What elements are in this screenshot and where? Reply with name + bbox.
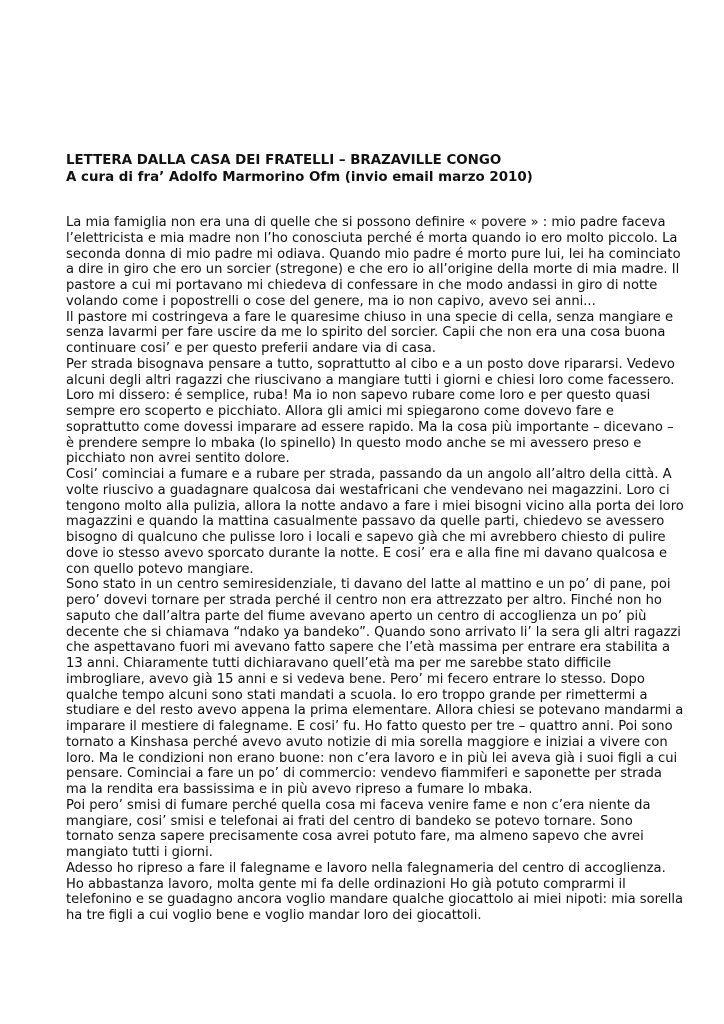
body-line: pero’ dovevi tornare per strada perché il centro non era attrezzato per altro. Finché non ho (66, 593, 662, 608)
body-line: La mia famiglia non era una di quelle che si possono definire « povere » : mio padre faceva (66, 215, 666, 230)
body-line: Cosi’ cominciai a fumare e a rubare per strada, passando da un angolo all’altro della città. A (66, 467, 672, 482)
body-line: magazzini e quando la mattina casualmente passavo da quelle parti, chiedevo se avessero (66, 514, 665, 530)
body-line: ha tre figli a cui voglio bene e voglio mandar loro dei giocattoli. (66, 908, 482, 923)
body-line: a dire in giro che ero un sorcier (stregone) e che ero io all’origine della morte di mia madre. Il (66, 262, 680, 278)
body-line: studiare e del resto avevo appena la prima elementare. Allora chiesi se potevano mandarmi a (66, 703, 684, 719)
body-line: alcuni degli altri ragazzi che riuscivano a mangiare tutti i giorni e chiesi loro come facessero. (66, 372, 675, 388)
body-line: soprattutto come dovessi imparare ad essere rapido. Ma la cosa più importante – dicevano – (66, 419, 674, 435)
body-line: picchiato non avrei sentito dolore. (66, 451, 290, 467)
body-line: qualche tempo alcuni sono stati mandati a scuola. Io ero troppo grande per rimettermi a (66, 687, 648, 703)
body-line: continuare cosi’ e per questo preferii andare via di casa. (66, 341, 436, 356)
body-line: tengono molto alla pulizia, allora la notte andavo a fare i miei bisogni vicino alla porta dei loro (66, 498, 684, 514)
body-line: volando come i popostrelli o cose del genere, ma io non capivo, avevo sei anni... (66, 293, 596, 309)
title-line-2: A cura di fra’ Adolfo Marmorino Ofm (invio email marzo 2010) (66, 170, 533, 185)
body-line: tornato senza sapere precisamente cosa avrei potuto fare, ma almeno sapevo che avrei (66, 829, 644, 845)
body-line: senza lavarmi per fare uscire da me lo spirito del sorcier. Capii che non era una cosa buona (66, 325, 666, 341)
body-line: l’elettricista e mia madre non l’ho conosciuta perché é morta quando io ero molto piccolo. La (66, 230, 678, 246)
body-line: Ho abbastanza lavoro, molta gente mi fa delle ordinazioni Ho già potuto comprarmi il (66, 876, 626, 892)
body-line: con quello potevo mangiare. (66, 561, 254, 577)
body-line: volte riuscivo a guadagnare qualcosa dai westafricani che vendevano nei magazzini. Loro ci (66, 482, 670, 498)
body-line: imbrogliare, avevo già 15 anni e si vedeva bene. Pero’ mi fecero entrare lo stesso. Dopo (66, 671, 645, 687)
body-line: decente che si chiamava “ndako ya bandeko”. Quando sono arrivato li’ la sera gli altri ragazzi (66, 624, 681, 640)
body-line: pastore a cui mi portavano mi chiedeva di confessare in che modo andassi in giro di notte (66, 278, 658, 293)
body-line: mangiato tutti i giorni. (66, 845, 213, 860)
body-line: bisogno di qualcuno che pulisse loro i locali e sapevo già che mi avrebbero chiesto di pulire (66, 530, 666, 545)
body-line: saputo che dall’altra parte del fiume avevano aperto un centro di accoglienza un po’ più (66, 608, 647, 624)
letter-body (66, 215, 684, 924)
body-line: è prendere sempre lo mbaka (lo spinello) In questo modo anche se mi avessero preso e (66, 435, 642, 451)
body-line: che aspettavano fuori mi avevano fatto sapere che l’età massima per entrare era stabilita a (66, 640, 670, 656)
body-line: Loro mi dissero: é semplice, ruba! Ma io non sapevo rubare come loro e per questo quasi (66, 388, 651, 404)
body-line: mangiare, cosi’ smisi e telefonai ai frati del centro di bandeko se potevo tornare. Sono (66, 813, 633, 829)
body-line: imparare il mestiere di falegname. E cosi’ fu. Ho fatto questo per tre – quattro anni. Poi sono (66, 719, 673, 734)
body-line: sempre ero scoperto e picchiato. Allora gli amici mi spiegarono come dovevo fare e (66, 404, 614, 419)
body-line: Adesso ho ripreso a fare il falegname e lavoro nella falegnameria del centro di accoglienza. (66, 860, 666, 876)
body-line: Il pastore mi costringeva a fare le quaresime chiuso in una specie di cella, senza mangiare e (66, 309, 674, 325)
body-line: ma la rendita era bassissima e in più avevo ripreso a fumare lo mbaka. (66, 782, 533, 797)
document-title (66, 152, 666, 186)
body-line: seconda donna di mio padre mi odiava. Quando mio padre é morto pure lui, lei ha cominciato (66, 246, 681, 262)
body-line: dove io stesso avevo sporcato durante la notte. E cosi’ era e alla fine mi davano qualcosa e (66, 545, 668, 561)
body-line: tornato a Kinshasa perché avevo avuto notizie di mia sorella maggiore e iniziai a vivere con (66, 734, 668, 750)
body-line: Poi pero’ smisi di fumare perché quella cosa mi faceva venire fame e non c’era niente da (66, 797, 651, 813)
body-line: loro. Ma le condizioni non erano buone: non c’era lavoro e in più lei aveva già i suoi figli a cui (66, 750, 678, 766)
body-line: telefonino e se guadagno ancora voglio mandare qualche giocattolo ai miei nipoti: mia sorella (66, 892, 684, 908)
body-line: Sono stato in un centro semiresidenziale, ti davano del latte al mattino e un po’ di pane, poi (66, 577, 671, 593)
body-line: Per strada bisognava pensare a tutto, soprattutto al cibo e a un posto dove ripararsi. Vedevo (66, 356, 675, 372)
document-page (66, 152, 684, 924)
body-line: pensare. Cominciai a fare un po’ di commercio: vendevo fiammiferi e saponette per strada (66, 766, 662, 782)
body-line: 13 anni. Chiaramente tutti dichiaravano quell’età ma per me sarebbe stato difficile (66, 656, 612, 671)
title-line-1: LETTERA DALLA CASA DEI FRATELLI – BRAZAVILLE CONGO (66, 153, 502, 168)
